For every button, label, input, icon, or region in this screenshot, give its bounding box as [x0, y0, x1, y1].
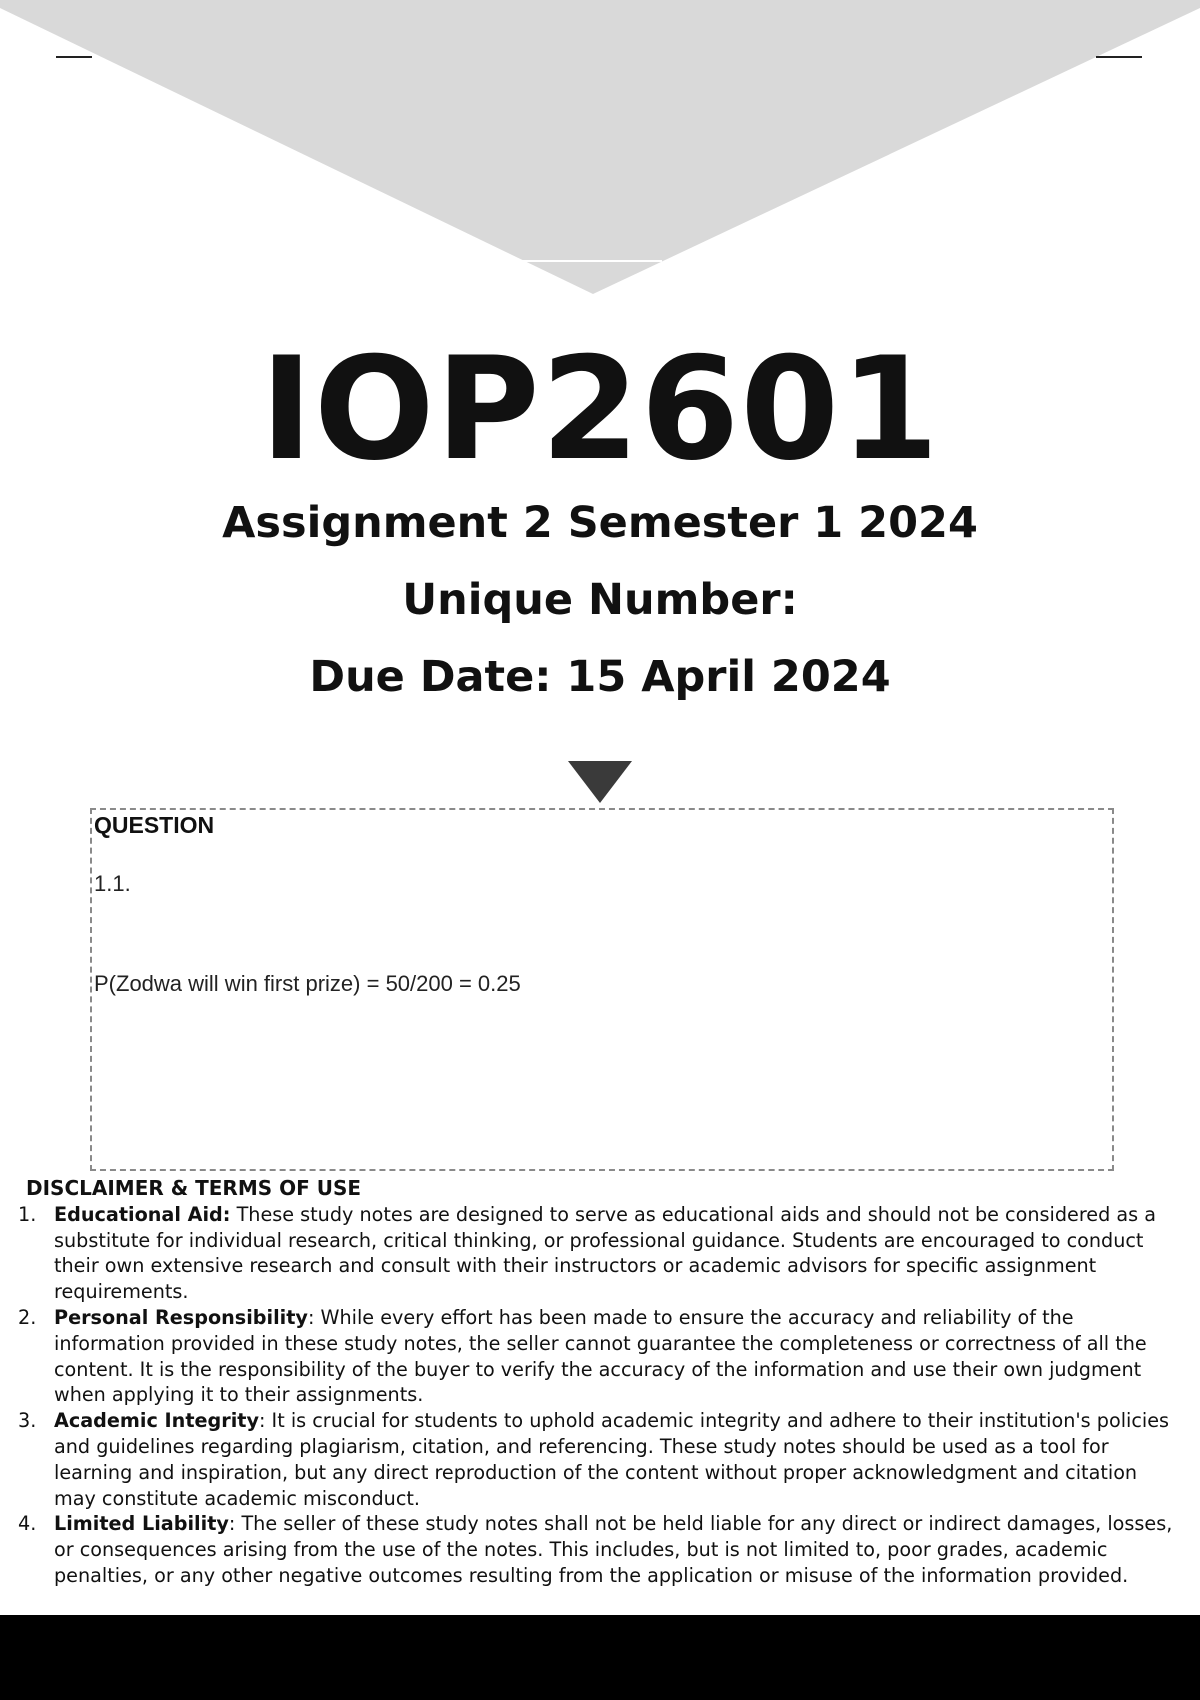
question-number: 1.1. — [94, 871, 131, 896]
assignment-line: Assignment 2 Semester 1 2024 — [222, 498, 978, 548]
chevron-shape — [0, 0, 1200, 294]
disclaimer-item-text: : The seller of these study notes shall not be held liable for any direct or indirect damages, losses, or consequences arising from the use of the notes. This includes, but is not limited to, poor grades, academic penalties, or any other negative outcomes resulting from the application or misuse of the information provided. — [54, 1512, 1173, 1587]
due-date-line: Due Date: 15 April 2024 — [309, 652, 891, 702]
down-arrow-icon — [568, 761, 632, 803]
top-left-rule — [56, 56, 92, 58]
cover-title-block — [0, 327, 1200, 716]
disclaimer-item-heading: Personal Responsibility — [54, 1305, 308, 1329]
disclaimer-item-personal-responsibility — [16, 1305, 1184, 1408]
disclaimer-title: DISCLAIMER & TERMS OF USE — [26, 1176, 362, 1200]
disclaimer-item-number: 3. — [18, 1409, 37, 1433]
disclaimer-item-text: : It is crucial for students to uphold academic integrity and adhere to their institution's policies and guidelines regarding plagiarism, citation, and referencing. These study notes should be used as a tool for learning and inspiration, but any direct reproduction of the content without proper acknowledgment and citation may constitute academic misconduct. — [54, 1409, 1170, 1510]
course-code-title: IOP2601 — [260, 327, 940, 492]
question-answer: P(Zodwa will win first prize) = 50/200 = 0.25 — [94, 971, 521, 996]
disclaimer-item-heading: Limited Liability — [54, 1512, 229, 1536]
disclaimer-item-number: 2. — [18, 1305, 37, 1329]
disclaimer-item-heading: Educational Aid: — [54, 1202, 231, 1226]
disclaimer-item-limited-liability — [16, 1511, 1184, 1588]
disclaimer-list — [16, 1202, 1184, 1589]
disclaimer-item-educational-aid — [16, 1202, 1184, 1305]
disclaimer-item-number: 4. — [18, 1512, 37, 1536]
unique-number-line: Unique Number: — [402, 575, 798, 625]
top-right-rule — [1096, 56, 1142, 58]
disclaimer-item-heading: Academic Integrity — [54, 1409, 259, 1433]
disclaimer-item-text: : While every effort has been made to ensure the accuracy and reliability of the information provided in these study notes, the seller cannot guarantee the completeness or correctness of all the content. It is the responsibility of the buyer to verify the accuracy of the information and use their own judgment when applying it to their assignments. — [54, 1305, 1147, 1407]
question-heading: QUESTION — [94, 812, 215, 838]
disclaimer-item-academic-integrity — [16, 1408, 1184, 1511]
bottom-black-bar — [0, 1615, 1200, 1700]
disclaimer-item-number: 1. — [18, 1202, 37, 1226]
disclaimer-section — [16, 1176, 1184, 1589]
cover-chevron-graphic — [0, 0, 1200, 300]
disclaimer-item-text: These study notes are designed to serve as educational aids and should not be considered as a substitute for individual research, critical thinking, or professional guidance. Students are encouraged to conduct their own extensive research and consult with their instructors or academic advisors for specific assignment requirements. — [54, 1202, 1156, 1304]
question-box — [90, 808, 1114, 1171]
